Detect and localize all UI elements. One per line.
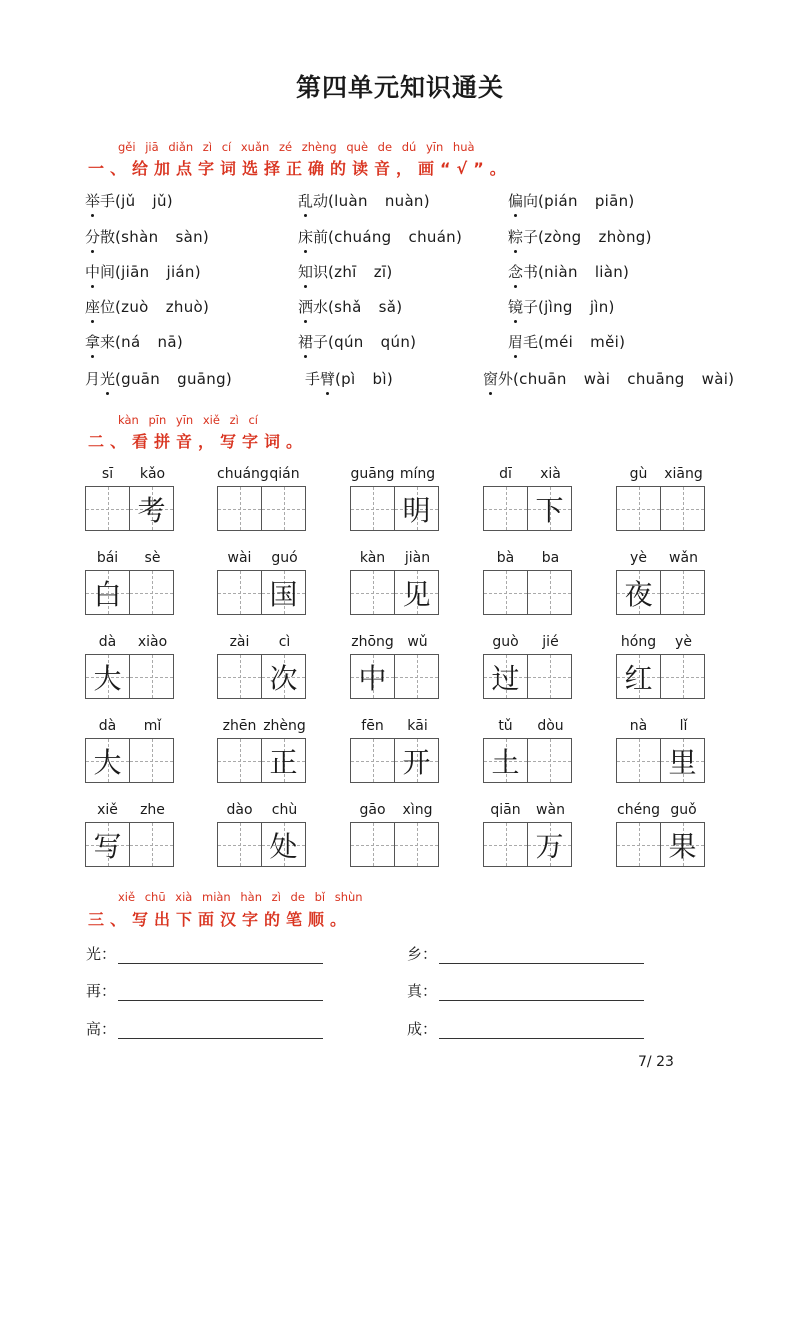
char-label: 高：: [86, 1020, 117, 1038]
written-char: 国: [269, 577, 298, 611]
tianzige-box[interactable]: [483, 570, 528, 615]
word-char: 子: [523, 228, 539, 246]
stroke-order-row: [407, 943, 644, 964]
pinyin-options[interactable]: (shǎ sǎ): [328, 298, 403, 316]
tianzige-word: [217, 466, 307, 530]
written-char: [484, 487, 527, 530]
q1-item: [85, 368, 232, 389]
char-label: 再：: [86, 982, 117, 1000]
q1-item: [508, 226, 652, 247]
written-char: [661, 655, 704, 698]
pinyin-options[interactable]: (méi měi): [538, 333, 626, 351]
tianzige-box[interactable]: [129, 486, 174, 531]
word-char: 向: [523, 192, 539, 210]
pinyin-label: [483, 634, 573, 652]
written-char: 果: [668, 829, 697, 863]
word-char: 来: [100, 333, 116, 351]
tianzige-box[interactable]: [394, 486, 439, 531]
dotted-char: 偏: [508, 192, 524, 210]
pinyin-syllable: zhèng: [263, 718, 306, 734]
tianzige-word: [85, 550, 175, 614]
written-char: 明: [402, 493, 431, 527]
written-char: 写: [93, 829, 122, 863]
dotted-char: 裙: [298, 333, 314, 351]
pinyin-label: [616, 802, 706, 820]
dotted-char: 床: [298, 228, 314, 246]
answer-line[interactable]: [439, 1022, 644, 1039]
tianzige-box[interactable]: [527, 738, 572, 783]
written-char: [218, 487, 261, 530]
tianzige-box[interactable]: [350, 738, 395, 783]
tianzige-word: [483, 550, 573, 614]
written-char: [351, 571, 394, 614]
pinyin-label: [483, 802, 573, 820]
tianzige-word: [616, 634, 706, 698]
pinyin-syllable: ba: [541, 550, 560, 566]
written-char: [617, 487, 660, 530]
tianzige-box[interactable]: [394, 570, 439, 615]
written-char: [130, 655, 173, 698]
tianzige-box[interactable]: [261, 738, 306, 783]
pinyin-options[interactable]: (shàn sàn): [115, 228, 210, 246]
written-char: 大: [93, 745, 122, 779]
tianzige-word: [217, 634, 307, 698]
tianzige-box[interactable]: [527, 570, 572, 615]
pinyin-syllable: zhe: [140, 802, 165, 818]
tianzige-box[interactable]: [527, 654, 572, 699]
pinyin-syllable: xìng: [402, 802, 433, 818]
answer-line[interactable]: [118, 984, 323, 1001]
word-char: 子: [523, 298, 539, 316]
tianzige-box[interactable]: [85, 654, 130, 699]
tianzige-box[interactable]: [616, 570, 661, 615]
q3-pinyin: xiě chū xià miàn hàn zì de bǐ shùn: [118, 890, 363, 904]
tianzige-box[interactable]: [527, 822, 572, 867]
pinyin-label: [483, 466, 573, 484]
pinyin-syllable: wǔ: [407, 634, 428, 650]
written-char: [262, 487, 305, 530]
written-char: 大: [93, 661, 122, 695]
written-char: 正: [269, 745, 298, 779]
tianzige-box[interactable]: [616, 486, 661, 531]
pinyin-syllable: sè: [144, 550, 161, 566]
written-char: [218, 739, 261, 782]
pinyin-syllable: gāo: [359, 802, 386, 818]
q1-heading: 一、给加点字词选择正确的读音，画“√”。: [88, 159, 512, 178]
tianzige-word: [616, 718, 706, 782]
q1-item: [85, 226, 209, 247]
dotted-char: 臂: [320, 370, 336, 388]
written-char: [218, 655, 261, 698]
word-char: 散: [100, 228, 116, 246]
page-title: 第四单元知识通关: [295, 73, 504, 102]
tianzige-box[interactable]: [350, 570, 395, 615]
word-char: 间: [100, 263, 116, 281]
pinyin-label: [483, 718, 573, 736]
written-char: [351, 487, 394, 530]
tianzige-box[interactable]: [85, 486, 130, 531]
pinyin-options[interactable]: (zòng zhòng): [538, 228, 652, 246]
pinyin-label: [217, 718, 307, 736]
tianzige-box[interactable]: [85, 570, 130, 615]
word-char: 识: [313, 263, 329, 281]
written-char: 中: [358, 661, 387, 695]
pinyin-syllable: tǔ: [498, 718, 513, 734]
word-char: 动: [313, 192, 329, 210]
pinyin-syllable: dī: [499, 466, 512, 482]
pinyin-syllable: nà: [629, 718, 648, 734]
tianzige-word: [85, 466, 175, 530]
pinyin-label: [85, 802, 175, 820]
dotted-char: 光: [100, 370, 116, 388]
tianzige-box[interactable]: [129, 654, 174, 699]
char-label: 真：: [407, 982, 438, 1000]
pinyin-label: [217, 550, 307, 568]
tianzige-word: [616, 466, 706, 530]
q1-item: [305, 368, 393, 389]
pinyin-label: [350, 466, 440, 484]
dotted-char: 知: [298, 263, 314, 281]
pinyin-syllable: dà: [98, 718, 117, 734]
pinyin-label: [217, 466, 307, 484]
written-char: [661, 571, 704, 614]
tianzige-box[interactable]: [261, 822, 306, 867]
pinyin-syllable: cì: [278, 634, 291, 650]
pinyin-syllable: wài: [227, 550, 252, 566]
dotted-char: 中: [85, 263, 101, 281]
written-char: [218, 571, 261, 614]
tianzige-word: [350, 634, 440, 698]
pinyin-options[interactable]: (pì bì): [335, 370, 393, 388]
pinyin-options[interactable]: (jǔ jǔ): [115, 192, 173, 210]
written-char: [130, 739, 173, 782]
q3-heading: 三、写出下面汉字的笔顺。: [88, 910, 353, 929]
pinyin-syllable: dà: [98, 634, 117, 650]
pinyin-syllable: bái: [96, 550, 119, 566]
pinyin-label: [350, 634, 440, 652]
q1-item: [85, 296, 209, 317]
pinyin-syllable: guó: [271, 550, 298, 566]
dotted-char: 举: [85, 192, 101, 210]
pinyin-syllable: bà: [496, 550, 515, 566]
pinyin-label: [85, 718, 175, 736]
written-char: [528, 655, 571, 698]
written-char: [130, 571, 173, 614]
written-char: 万: [535, 829, 564, 863]
tianzige-box[interactable]: [616, 822, 661, 867]
pinyin-options[interactable]: (jìng jìn): [538, 298, 615, 316]
pinyin-options[interactable]: (guān guāng): [115, 370, 233, 388]
pinyin-options[interactable]: (niàn liàn): [538, 263, 630, 281]
pinyin-syllable: zhōng: [351, 634, 394, 650]
dotted-char: 拿: [85, 333, 101, 351]
tianzige-box[interactable]: [483, 654, 528, 699]
tianzige-box[interactable]: [217, 738, 262, 783]
answer-line[interactable]: [439, 947, 644, 964]
dotted-char: 乱: [298, 192, 314, 210]
tianzige-box[interactable]: [394, 654, 439, 699]
written-char: 开: [402, 745, 431, 779]
q1-item: [508, 331, 625, 352]
pinyin-label: [616, 550, 706, 568]
q2-heading: 二、看拼音，写字词。: [88, 432, 309, 451]
pinyin-syllable: gù: [629, 466, 648, 482]
dotted-char: 分: [85, 228, 101, 246]
answer-line[interactable]: [439, 984, 644, 1001]
q1-item: [298, 331, 416, 352]
tianzige-word: [483, 802, 573, 866]
written-char: 下: [535, 493, 564, 527]
written-char: 红: [624, 661, 653, 695]
written-char: [661, 487, 704, 530]
word-char: 书: [523, 263, 539, 281]
pinyin-syllable: jié: [542, 634, 559, 650]
stroke-order-row: [407, 1018, 644, 1039]
pinyin-label: [217, 634, 307, 652]
tianzige-box[interactable]: [394, 822, 439, 867]
tianzige-box[interactable]: [261, 654, 306, 699]
pinyin-syllable: kǎo: [139, 466, 166, 482]
tianzige-box[interactable]: [129, 570, 174, 615]
pinyin-syllable: kāi: [407, 718, 428, 734]
tianzige-box[interactable]: [483, 822, 528, 867]
stroke-order-row: [86, 943, 323, 964]
tianzige-box[interactable]: [350, 486, 395, 531]
pinyin-options[interactable]: (chuáng chuán): [328, 228, 463, 246]
pinyin-syllable: chuáng: [217, 466, 269, 482]
tianzige-word: [350, 466, 440, 530]
q1-item: [298, 226, 462, 247]
tianzige-word: [483, 634, 573, 698]
word-char: 毛: [523, 333, 539, 351]
q1-item: [483, 368, 734, 389]
word-char: 子: [313, 333, 329, 351]
pinyin-syllable: guāng: [350, 466, 395, 482]
written-char: [351, 739, 394, 782]
pinyin-syllable: zhēn: [222, 718, 257, 734]
tianzige-box[interactable]: [394, 738, 439, 783]
q1-item: [85, 190, 173, 211]
pinyin-syllable: xiě: [97, 802, 118, 818]
page-number: 7/ 23: [638, 1054, 674, 1070]
q1-item: [508, 296, 615, 317]
tianzige-word: [217, 718, 307, 782]
tianzige-box[interactable]: [261, 486, 306, 531]
pinyin-syllable: jiàn: [404, 550, 431, 566]
tianzige-word: [616, 550, 706, 614]
pinyin-label: [616, 466, 706, 484]
tianzige-box[interactable]: [483, 486, 528, 531]
written-char: 白: [93, 577, 122, 611]
q1-item: [298, 261, 393, 282]
tianzige-word: [85, 802, 175, 866]
pinyin-options[interactable]: (zuò zhuò): [115, 298, 210, 316]
tianzige-box[interactable]: [261, 570, 306, 615]
pinyin-syllable: fēn: [361, 718, 384, 734]
dotted-char: 眉: [508, 333, 524, 351]
pinyin-syllable: sī: [101, 466, 114, 482]
written-char: [484, 571, 527, 614]
tianzige-box[interactable]: [217, 486, 262, 531]
written-char: 次: [269, 661, 298, 695]
dotted-char: 洒: [298, 298, 314, 316]
pinyin-label: [85, 634, 175, 652]
pinyin-syllable: yè: [630, 550, 647, 566]
pinyin-options[interactable]: (chuān wài chuāng wài): [513, 370, 735, 388]
tianzige-box[interactable]: [217, 654, 262, 699]
pinyin-label: [85, 466, 175, 484]
written-char: 处: [269, 829, 298, 863]
written-char: 见: [402, 577, 431, 611]
word-char: 前: [313, 228, 329, 246]
tianzige-box[interactable]: [616, 738, 661, 783]
char-label: 光：: [86, 945, 117, 963]
pinyin-syllable: qián: [269, 466, 300, 482]
tianzige-word: [217, 802, 307, 866]
written-char: 夜: [624, 577, 653, 611]
tianzige-box[interactable]: [660, 738, 705, 783]
written-char: 过: [491, 661, 520, 695]
q1-item: [298, 190, 430, 211]
pinyin-syllable: chù: [271, 802, 298, 818]
tianzige-box[interactable]: [217, 570, 262, 615]
pinyin-syllable: mǐ: [143, 718, 162, 734]
answer-line[interactable]: [118, 1022, 323, 1039]
tianzige-box[interactable]: [129, 738, 174, 783]
pinyin-label: [616, 634, 706, 652]
tianzige-box[interactable]: [85, 822, 130, 867]
char-label: 乡：: [407, 945, 438, 963]
written-char: [130, 823, 173, 866]
word-char: 手: [305, 370, 321, 388]
written-char: [528, 739, 571, 782]
pinyin-syllable: kàn: [359, 550, 386, 566]
written-char: 土: [491, 745, 520, 779]
pinyin-label: [483, 550, 573, 568]
q1-item: [508, 190, 635, 211]
pinyin-syllable: xiào: [137, 634, 168, 650]
pinyin-syllable: zài: [229, 634, 250, 650]
written-char: [218, 823, 261, 866]
tianzige-box[interactable]: [350, 822, 395, 867]
written-char: 考: [137, 493, 166, 527]
pinyin-syllable: yè: [675, 634, 692, 650]
tianzige-box[interactable]: [616, 654, 661, 699]
tianzige-word: [350, 550, 440, 614]
tianzige-word: [350, 718, 440, 782]
q1-item: [508, 261, 629, 282]
written-char: 里: [668, 745, 697, 779]
q1-pinyin: gěi jiā diǎn zì cí xuǎn zé zhèng què de dú yīn huà: [118, 140, 475, 154]
written-char: [86, 487, 129, 530]
pinyin-syllable: hóng: [620, 634, 657, 650]
char-label: 成：: [407, 1020, 438, 1038]
pinyin-label: [350, 718, 440, 736]
pinyin-options[interactable]: (jiān jián): [115, 263, 201, 281]
written-char: [484, 823, 527, 866]
dotted-char: 镜: [508, 298, 524, 316]
dotted-char: 念: [508, 263, 524, 281]
pinyin-label: [616, 718, 706, 736]
pinyin-syllable: xià: [540, 466, 561, 482]
pinyin-syllable: guǒ: [670, 802, 697, 818]
tianzige-box[interactable]: [527, 486, 572, 531]
written-char: [395, 823, 438, 866]
q1-item: [85, 261, 201, 282]
written-char: [351, 823, 394, 866]
tianzige-box[interactable]: [85, 738, 130, 783]
stroke-order-row: [407, 980, 644, 1001]
tianzige-word: [616, 802, 706, 866]
word-char: 位: [100, 298, 116, 316]
pinyin-syllable: dòu: [537, 718, 564, 734]
pinyin-syllable: dào: [226, 802, 253, 818]
pinyin-syllable: wǎn: [669, 550, 698, 566]
dotted-char: 粽: [508, 228, 524, 246]
word-char: 手: [100, 192, 116, 210]
pinyin-syllable: guò: [492, 634, 519, 650]
word-char: 月: [85, 370, 101, 388]
q1-item: [298, 296, 402, 317]
tianzige-box[interactable]: [350, 654, 395, 699]
dotted-char: 窗: [483, 370, 499, 388]
tianzige-word: [483, 466, 573, 530]
word-char: 水: [313, 298, 329, 316]
pinyin-label: [350, 550, 440, 568]
dotted-char: 座: [85, 298, 101, 316]
pinyin-syllable: chéng: [617, 802, 660, 818]
written-char: [617, 739, 660, 782]
pinyin-options[interactable]: (luàn nuàn): [328, 192, 430, 210]
tianzige-word: [217, 550, 307, 614]
written-char: [617, 823, 660, 866]
tianzige-box[interactable]: [660, 654, 705, 699]
pinyin-label: [217, 802, 307, 820]
pinyin-syllable: wàn: [536, 802, 565, 818]
written-char: [395, 655, 438, 698]
q2-pinyin: kàn pīn yīn xiě zì cí: [118, 413, 258, 427]
tianzige-word: [85, 634, 175, 698]
tianzige-word: [483, 718, 573, 782]
tianzige-box[interactable]: [660, 570, 705, 615]
pinyin-syllable: míng: [399, 466, 436, 482]
tianzige-word: [350, 802, 440, 866]
pinyin-options[interactable]: (ná nā): [115, 333, 184, 351]
tianzige-box[interactable]: [217, 822, 262, 867]
answer-line[interactable]: [118, 947, 323, 964]
word-char: 外: [498, 370, 514, 388]
stroke-order-row: [86, 980, 323, 1001]
pinyin-syllable: xiāng: [664, 466, 703, 482]
pinyin-options[interactable]: (pián piān): [538, 192, 635, 210]
tianzige-box[interactable]: [660, 486, 705, 531]
q1-item: [85, 331, 183, 352]
tianzige-box[interactable]: [660, 822, 705, 867]
tianzige-box[interactable]: [129, 822, 174, 867]
written-char: [528, 571, 571, 614]
pinyin-label: [350, 802, 440, 820]
pinyin-options[interactable]: (qún qún): [328, 333, 417, 351]
pinyin-syllable: qiān: [490, 802, 521, 818]
tianzige-box[interactable]: [483, 738, 528, 783]
pinyin-syllable: lǐ: [679, 718, 688, 734]
pinyin-options[interactable]: (zhī zī): [328, 263, 393, 281]
pinyin-label: [85, 550, 175, 568]
tianzige-word: [85, 718, 175, 782]
stroke-order-row: [86, 1018, 323, 1039]
